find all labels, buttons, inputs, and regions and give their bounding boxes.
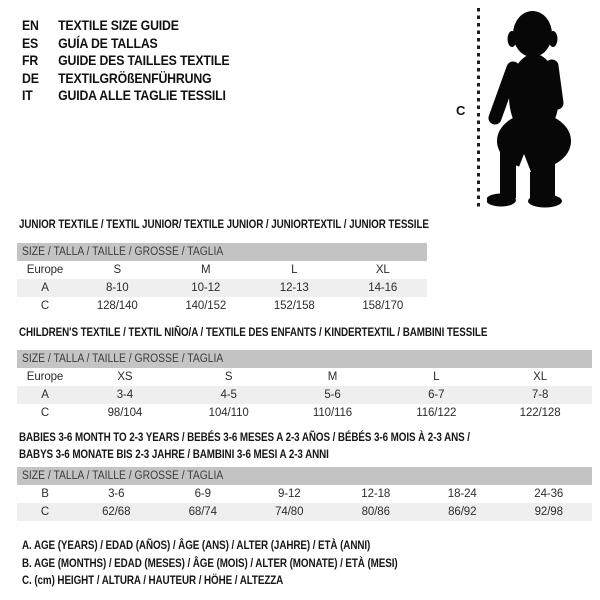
- size-value-cell: L: [433, 371, 440, 383]
- language-code: IT: [22, 87, 33, 103]
- size-table-header: [17, 350, 592, 368]
- size-table-header: [17, 243, 427, 261]
- size-table-block: [17, 350, 592, 422]
- size-table-block: [17, 243, 427, 315]
- row-label-cell: C: [40, 407, 50, 419]
- size-value-cell: 104/110: [208, 407, 249, 419]
- size-table-header-text: SIZE / TALLA / TAILLE / GRÖSSE / TAGLIA: [22, 246, 224, 258]
- table-row: [17, 368, 592, 386]
- legend-line: B. AGE (MONTHS) / EDAD (MESES) / ÂGE (MOIS) / ALTER (MONATE) / ETÀ (MESI): [22, 555, 398, 570]
- size-table: [17, 368, 592, 422]
- size-value-cell: M: [327, 371, 338, 383]
- size-value-cell: XL: [375, 264, 390, 276]
- language-code: FR: [22, 52, 39, 68]
- size-value-cell: 10-12: [191, 282, 221, 294]
- size-value-cell: 4-5: [220, 389, 237, 401]
- size-value-cell: 6-9: [194, 488, 211, 500]
- row-label-cell: C: [40, 300, 50, 312]
- size-value-cell: 3-4: [116, 389, 134, 401]
- row-label-cell: A: [41, 282, 49, 294]
- row-label-cell: Europe: [26, 371, 64, 383]
- table-row: [17, 297, 427, 315]
- section-title-line: BABYS 3-6 MONATE BIS 2-3 JAHRE / BAMBINI 3-6 MESI A 2-3 ANNI: [19, 446, 329, 461]
- size-value-cell: 86/92: [448, 506, 477, 518]
- size-value-cell: XL: [533, 371, 548, 383]
- size-value-cell: 152/158: [273, 300, 315, 312]
- height-label: C: [456, 103, 466, 118]
- language-row: [22, 17, 229, 35]
- size-table: [17, 261, 427, 315]
- table-row: [17, 503, 592, 521]
- size-table-block: [17, 467, 592, 521]
- size-value-cell: 116/122: [416, 407, 457, 419]
- row-label-cell: B: [41, 488, 49, 500]
- language-label: TEXTILE SIZE GUIDE: [58, 17, 179, 33]
- language-row: [22, 52, 229, 70]
- legend-line: C. (cm) HEIGHT / ALTURA / HAUTEUR / HÖHE / ALTEZZA: [22, 573, 284, 587]
- language-row: [22, 70, 229, 88]
- size-value-cell: 12-18: [361, 488, 391, 500]
- size-value-cell: 5-6: [324, 389, 341, 401]
- size-value-cell: 158/170: [362, 300, 404, 312]
- height-measure-line: [477, 8, 480, 210]
- language-code: DE: [22, 69, 39, 86]
- size-table: [17, 485, 592, 521]
- size-value-cell: 6-7: [428, 389, 445, 401]
- size-value-cell: 14-16: [368, 282, 398, 294]
- row-label-cell: A: [41, 389, 49, 401]
- section-title-line: BABIES 3-6 MONTH TO 2-3 YEARS / BEBÉS 3-6 MESES A 2-3 AÑOS / BÉBÉS 3-6 MOIS À 2-3 ANS /: [19, 430, 470, 444]
- size-value-cell: 92/98: [534, 506, 563, 518]
- language-row: [22, 87, 229, 105]
- row-label-cell: Europe: [26, 264, 64, 276]
- row-label-cell: C: [40, 506, 50, 518]
- size-value-cell: 140/152: [185, 300, 227, 312]
- language-code: EN: [22, 17, 39, 33]
- language-code: ES: [22, 34, 39, 51]
- table-row: [17, 261, 427, 279]
- section-title: [19, 216, 429, 233]
- baby-silhouette-icon: [487, 8, 577, 212]
- size-value-cell: 3-6: [108, 488, 125, 500]
- size-value-cell: 80/86: [361, 506, 390, 518]
- size-value-cell: 122/128: [519, 407, 561, 419]
- language-guide: [22, 17, 229, 105]
- size-table-header-text: SIZE / TALLA / TAILLE / GRÖSSE / TAGLIA: [22, 353, 224, 365]
- size-value-cell: 110/116: [312, 407, 353, 419]
- section-title: [19, 324, 487, 341]
- table-row: [17, 404, 592, 422]
- size-value-cell: 8-10: [105, 282, 129, 294]
- size-table-header-text: SIZE / TALLA / TAILLE / GRÖSSE / TAGLIA: [22, 470, 224, 482]
- size-value-cell: XS: [117, 371, 133, 383]
- language-label: GUIDA ALLE TAGLIE TESSILI: [58, 87, 226, 103]
- table-row: [17, 485, 592, 503]
- size-value-cell: 18-24: [447, 488, 477, 500]
- size-value-cell: S: [224, 371, 233, 383]
- table-row: [17, 279, 427, 297]
- language-label: TEXTILGRÖßENFÜHRUNG: [58, 69, 212, 86]
- section-title-line: JUNIOR TEXTILE / TEXTIL JUNIOR/ TEXTILE JUNIOR / JUNIORTEXTIL / JUNIOR TESSILE: [19, 217, 429, 231]
- size-value-cell: 74/80: [275, 506, 304, 518]
- size-value-cell: L: [291, 264, 298, 276]
- size-value-cell: 7-8: [531, 389, 549, 401]
- section-title: [19, 429, 470, 462]
- language-label: GUÍA DE TALLAS: [58, 34, 158, 51]
- size-value-cell: 68/74: [188, 506, 217, 518]
- legend-line: A. AGE (YEARS) / EDAD (AÑOS) / ÂGE (ANS) / ALTER (JAHRE) / ETÀ (ANNI): [22, 538, 371, 552]
- size-value-cell: 98/104: [107, 407, 143, 419]
- size-value-cell: 12-13: [279, 282, 309, 294]
- size-value-cell: 24-36: [534, 488, 564, 500]
- legend: [22, 537, 398, 590]
- table-row: [17, 386, 592, 404]
- size-value-cell: 9-12: [277, 488, 301, 500]
- size-value-cell: 62/68: [102, 506, 131, 518]
- size-table-header: [17, 467, 592, 485]
- section-title-line: CHILDREN'S TEXTILE / TEXTIL NIÑO/A / TEXTILE DES ENFANTS / KINDERTEXTIL / BAMBINI TESSILE: [19, 325, 488, 339]
- size-value-cell: 128/140: [96, 300, 138, 312]
- language-label: GUIDE DES TAILLES TEXTILE: [58, 52, 230, 68]
- language-row: [22, 35, 229, 53]
- size-value-cell: M: [201, 264, 211, 276]
- size-value-cell: S: [113, 264, 122, 276]
